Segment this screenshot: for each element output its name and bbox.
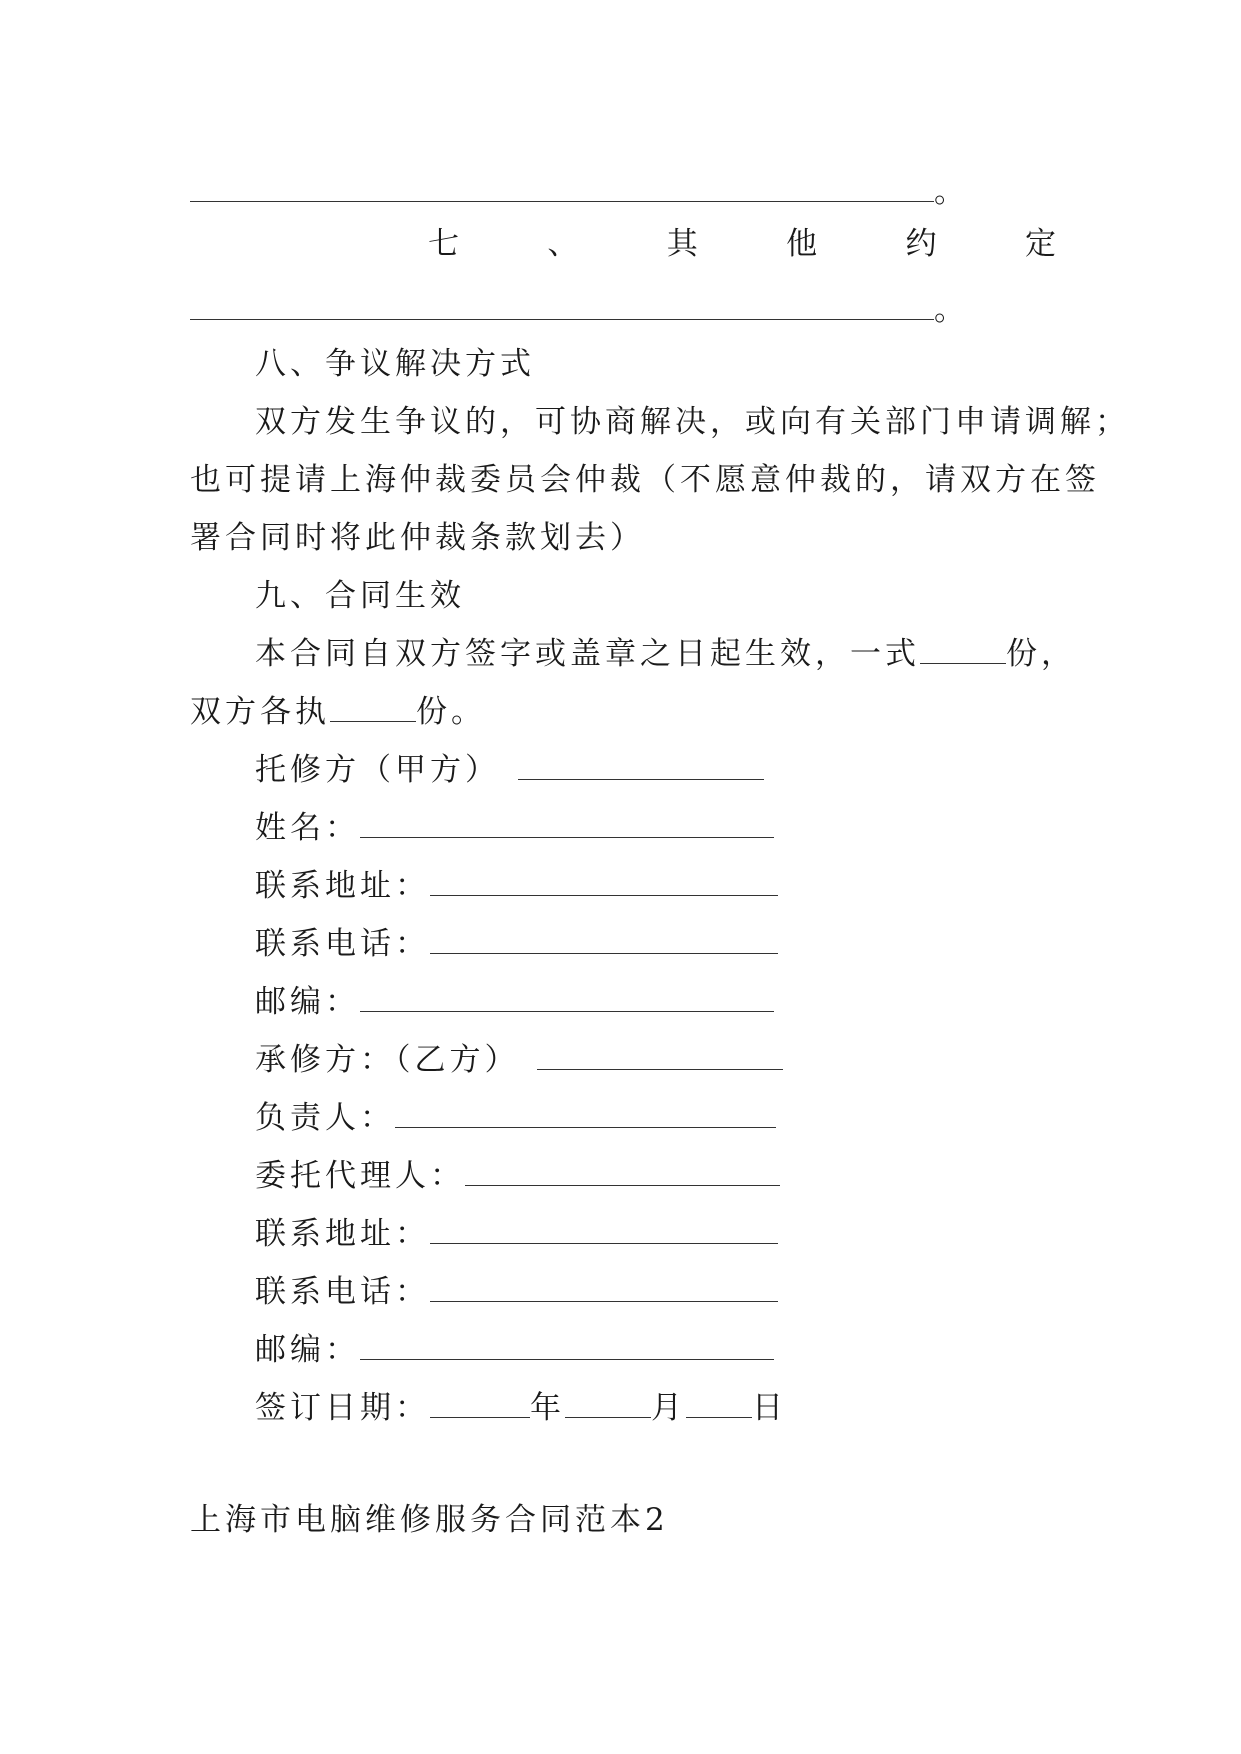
party-a-blank[interactable]: [518, 755, 764, 780]
party-b-phone-row: [255, 1272, 778, 1312]
party-b-manager-row: [255, 1098, 776, 1138]
article8-paragraph-line: 双方发生争议的，可协商解决，或向有关部门申请调解；: [255, 404, 1130, 440]
name-blank[interactable]: [360, 813, 774, 838]
article7-char: 、: [547, 226, 579, 262]
party-b-title: 承修方：（乙方）: [255, 1042, 520, 1078]
address-blank[interactable]: [430, 1219, 778, 1244]
postcode-blank[interactable]: [360, 987, 774, 1012]
article7-blank-line: [190, 290, 969, 330]
sign-date-row: [255, 1388, 787, 1428]
copies-each-blank[interactable]: [330, 697, 416, 722]
period: 。: [934, 174, 969, 210]
party-b-agent-row: [255, 1156, 780, 1196]
fill-blank[interactable]: [190, 177, 934, 202]
article9-line: [255, 634, 1076, 674]
field-label: 负责人：: [255, 1100, 395, 1136]
phone-blank[interactable]: [430, 1277, 778, 1302]
party-a-address-row: [255, 866, 778, 906]
copies-blank[interactable]: [920, 639, 1006, 664]
month-blank[interactable]: [565, 1393, 651, 1418]
postcode-blank[interactable]: [360, 1335, 774, 1360]
next-document-title: 上海市电脑维修服务合同范本2: [190, 1502, 669, 1538]
field-label: 联系电话：: [255, 1274, 430, 1310]
address-blank[interactable]: [430, 871, 778, 896]
party-a-title: 托修方（甲方）: [255, 752, 500, 788]
article7-char: 七: [428, 226, 459, 262]
manager-blank[interactable]: [395, 1103, 776, 1128]
field-label: 联系地址：: [255, 868, 430, 904]
year-blank[interactable]: [430, 1393, 530, 1418]
day-label: 日: [752, 1390, 787, 1426]
period: 。: [934, 292, 969, 328]
article9-text: 份，: [1006, 636, 1076, 672]
article8-paragraph-line: 署合同时将此仲裁条款划去）: [190, 520, 645, 556]
blank-line-1: [190, 172, 969, 212]
field-label: 姓名：: [255, 810, 360, 846]
party-a-title-row: [255, 750, 764, 790]
field-label: 邮编：: [255, 1332, 360, 1368]
article9-text: 双方各执: [190, 694, 330, 730]
article7-char: 他: [786, 226, 818, 262]
party-b-blank[interactable]: [537, 1045, 783, 1070]
month-label: 月: [651, 1390, 686, 1426]
agent-blank[interactable]: [465, 1161, 780, 1186]
article8-paragraph-line: 也可提请上海仲裁委员会仲裁（不愿意仲裁的，请双方在签: [190, 462, 1100, 498]
fill-blank[interactable]: [190, 295, 934, 320]
field-label: 委托代理人：: [255, 1158, 465, 1194]
party-a-postcode-row: [255, 982, 774, 1022]
day-blank[interactable]: [686, 1393, 752, 1418]
year-label: 年: [530, 1390, 565, 1426]
phone-blank[interactable]: [430, 929, 778, 954]
party-a-name-row: [255, 808, 774, 848]
article7-char: 约: [905, 226, 937, 262]
article8-heading: 八、争议解决方式: [255, 346, 535, 382]
article7-char: 定: [1024, 226, 1056, 262]
article9-text: 本合同自双方签字或盖章之日起生效，一式: [255, 636, 920, 672]
field-label: 联系地址：: [255, 1216, 430, 1252]
party-b-title-row: [255, 1040, 783, 1080]
article7-char: 其: [666, 226, 698, 262]
party-b-postcode-row: [255, 1330, 774, 1370]
article9-text: 份。: [416, 694, 486, 730]
article9-heading: 九、合同生效: [255, 578, 465, 614]
field-label: 签订日期：: [255, 1390, 430, 1426]
article7-heading: [428, 224, 1056, 264]
party-b-address-row: [255, 1214, 778, 1254]
field-label: 邮编：: [255, 984, 360, 1020]
party-a-phone-row: [255, 924, 778, 964]
field-label: 联系电话：: [255, 926, 430, 962]
article9-line: [190, 692, 486, 732]
